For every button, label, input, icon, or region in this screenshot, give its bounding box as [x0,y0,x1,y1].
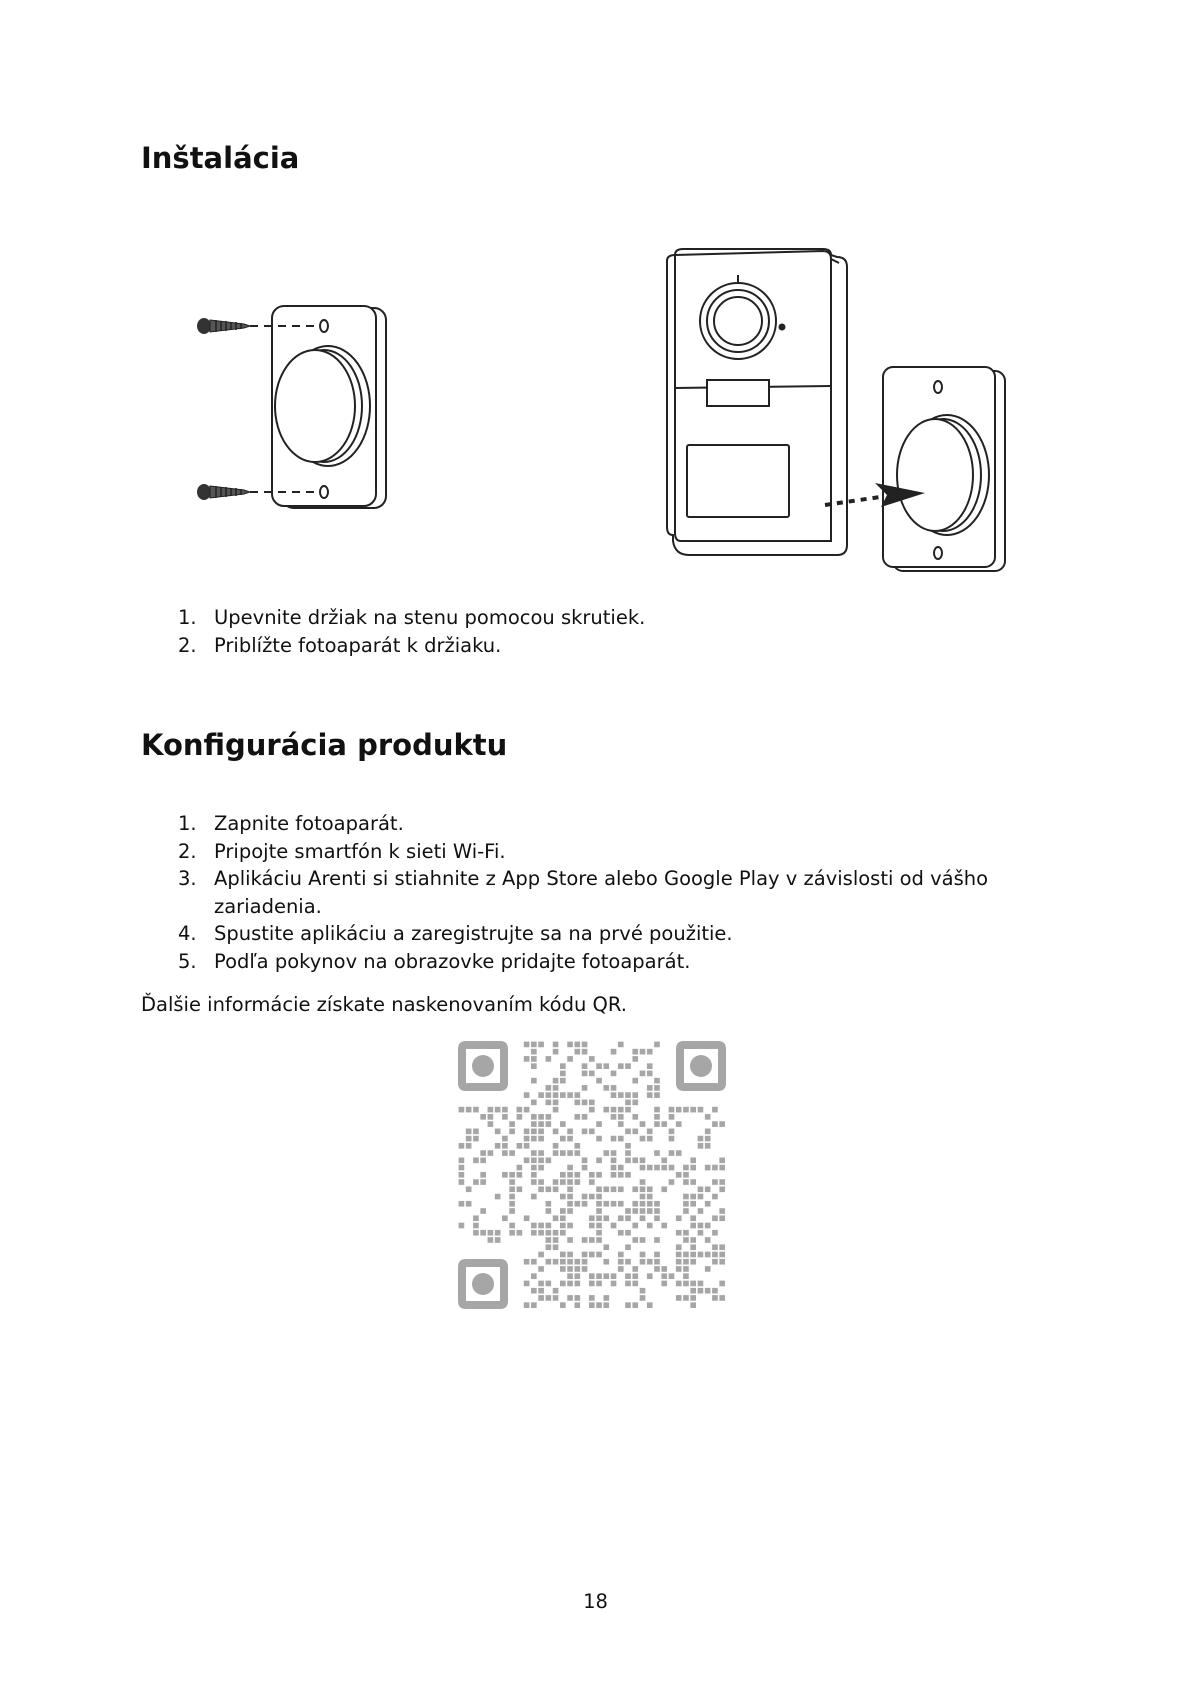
installation-heading: Inštalácia [141,141,300,175]
list-item: 4. Spustite aplikáciu a zaregistrujte sa na prvé použitie. [178,922,733,945]
configuration-heading: Konfigurácia produktu [141,728,508,762]
list-item: 5. Podľa pokynov na obrazovke pridajte fotoaparát. [178,949,691,973]
configuration-steps [141,810,1041,975]
screw-icon [197,318,250,334]
screw-icon [197,484,250,500]
list-item: 1. Upevnite držiak na stenu pomocou skrutiek. [178,606,646,629]
installation-steps [141,604,1041,659]
list-item: 2. Pripojte smartfón k sieti Wi-Fi. [178,839,506,863]
list-item: 1. Zapnite fotoaparát. [178,812,404,835]
bracket-screws-illustration [190,300,400,520]
doorbell-camera-illustration [665,245,1010,580]
page-number: 18 [583,1590,608,1613]
qr-code[interactable] [458,1041,726,1309]
camera-logo-strip [707,380,769,406]
list-item: 2. Priblížte fotoaparát k držiaku. [178,633,502,657]
qr-instruction: Ďalšie informácie získate naskenovaním kódu QR. [141,993,627,1016]
list-item: 3. Aplikáciu Arenti si stiahnite z App Store alebo Google Play v závislosti od vášho zariadenia. [178,867,989,918]
